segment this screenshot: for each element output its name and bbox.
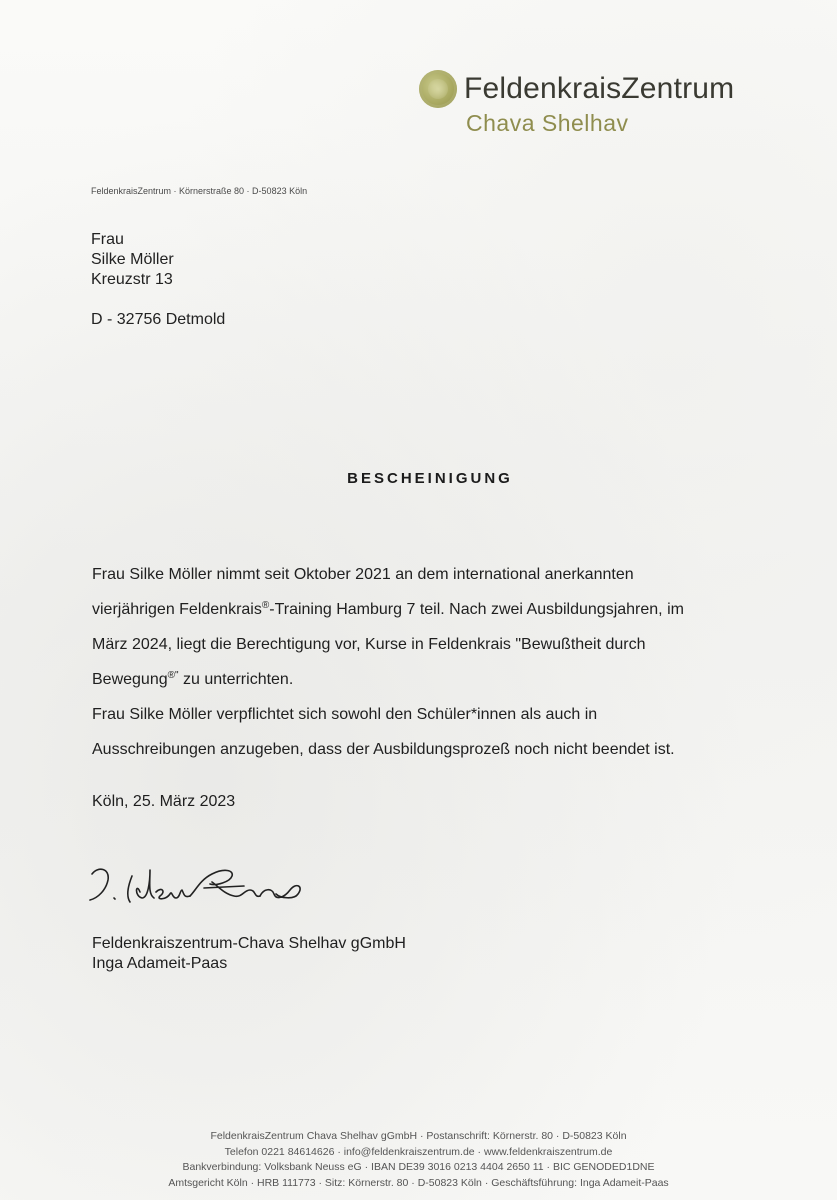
footer-line: FeldenkraisZentrum Chava Shelhav gGmbH · Postanschrift: Körnerstr. 80 · D-50823 Köln	[210, 1130, 627, 1142]
signer-organization: Feldenkraiszentrum-Chava Shelhav gGmbH	[92, 935, 406, 952]
logo-circle-icon	[419, 70, 457, 108]
signer-block	[92, 934, 406, 974]
company-logo	[417, 66, 797, 146]
body-text-segment: vierjährigen Feldenkrais	[92, 601, 262, 618]
body-line: Frau Silke Möller verpflichtet sich sowohl den Schüler*innen als auch in	[92, 706, 598, 723]
body-line: März 2024, liegt die Berechtigung vor, Kurse in Feldenkrais "Bewußtheit durch	[92, 636, 646, 653]
recipient-salutation: Frau	[91, 231, 124, 248]
body-text-segment: Bewegung	[92, 671, 168, 688]
recipient-street: Kreuzstr 13	[91, 271, 173, 288]
signer-name: Inga Adameit-Paas	[92, 955, 228, 972]
body-line: Ausschreibungen anzugeben, dass der Ausbildungsprozeß noch nicht beendet ist.	[92, 741, 675, 758]
footer-line: Telefon 0221 84614626 · info@feldenkraiszentrum.de · www.feldenkraiszentrum.de	[224, 1145, 613, 1158]
body-line	[92, 662, 752, 697]
body-line: Frau Silke Möller nimmt seit Oktober 2021 an dem international anerkannten	[92, 566, 634, 583]
body-text-segment: zu unterrichten.	[178, 671, 294, 688]
recipient-address	[91, 230, 225, 330]
return-address: FeldenkraisZentrum · Körnerstraße 80 · D-50823 Köln	[91, 186, 308, 196]
body-text-segment: -Training Hamburg 7 teil. Nach zwei Ausbildungsjahren, im	[269, 601, 684, 618]
certificate-body	[92, 557, 752, 767]
document-title: BESCHEINIGUNG	[347, 470, 513, 487]
letterhead-footer	[0, 1129, 837, 1191]
recipient-name: Silke Möller	[91, 251, 174, 268]
logo-subtitle: Chava Shelhav	[466, 110, 629, 136]
footer-line: Amtsgericht Köln · HRB 111773 · Sitz: Körnerstr. 80 · D-50823 Köln · Geschäftsführung: Inga Adameit-Paas	[168, 1176, 669, 1189]
recipient-city: D - 32756 Detmold	[91, 311, 226, 328]
registered-mark: ®	[261, 600, 270, 611]
handwritten-signature	[84, 852, 314, 916]
place-date: Köln, 25. März 2023	[92, 793, 236, 810]
footer-line: Bankverbindung: Volksbank Neuss eG · IBAN DE39 3016 0213 4404 2650 11 · BIC GENODED1DNE	[182, 1161, 655, 1173]
logo-name: FeldenkraisZentrum	[464, 72, 735, 105]
registered-mark: ®"	[167, 670, 179, 681]
body-line	[92, 592, 752, 627]
